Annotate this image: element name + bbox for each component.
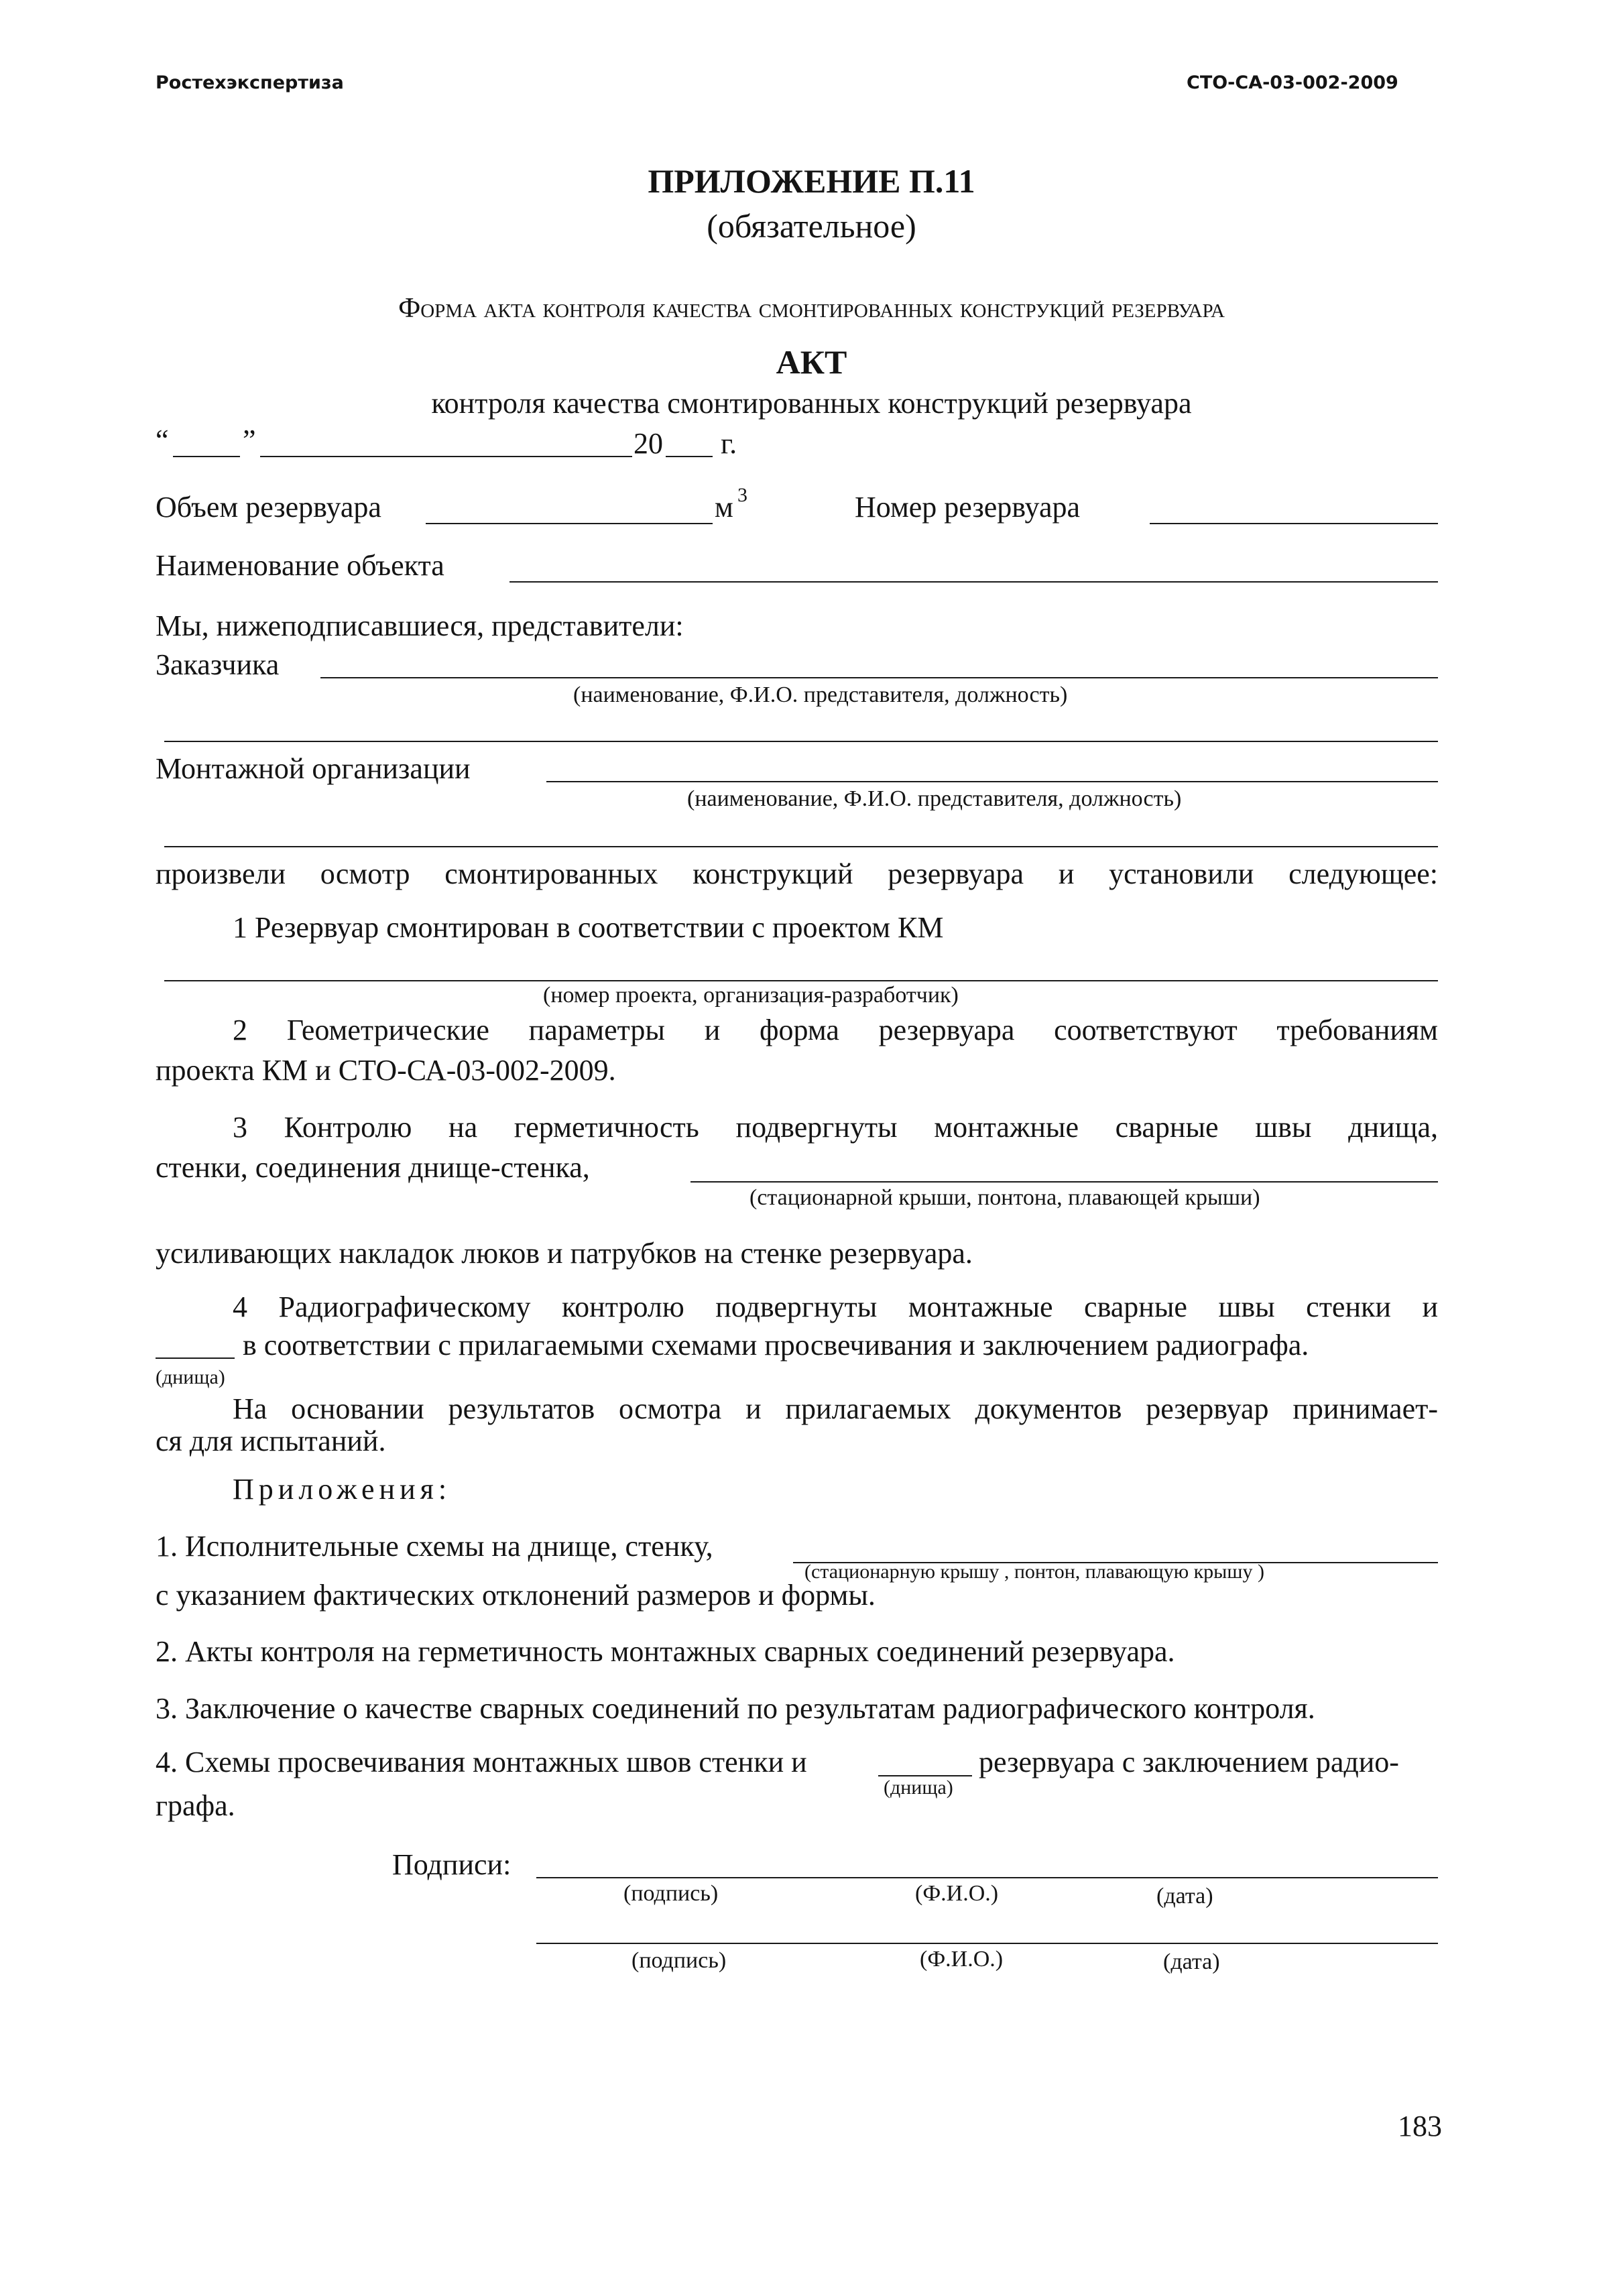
attachment-1-caption: (стационарную крышу , понтон, плавающую крышу ) [804,1561,1264,1583]
name-2-caption: (Ф.И.О.) [920,1947,1004,1972]
attachment-4-part-1: 4. Схемы просвечивания монтажных швов стенки и [156,1746,807,1778]
customer-caption: (наименование, Ф.И.О. представителя, должность) [573,682,1068,707]
volume-unit-superscript: 3 [737,484,747,506]
signatures-label: Подписи: [392,1848,512,1881]
conclusion-line-2: ся для испытаний. [156,1425,386,1457]
installer-label: Монтажной организации [156,752,471,785]
installer-caption: (наименование, Ф.И.О. представителя, должность) [687,786,1182,811]
item-3-blank [690,1181,1438,1183]
signature-row-1-line [536,1877,1438,1878]
item-4-caption: (днища) [156,1366,225,1388]
number-blank [1150,523,1438,524]
date-day-blank [173,456,240,457]
act-subtitle: контроля качества смонтированных конструкций резервуара [431,387,1192,420]
attachment-1-line-2: с указанием фактических отклонений размеров и формы. [156,1579,876,1612]
item-3-line-1: 3 Контролю на герметичность подвергнуты монтажные сварные швы днища, [233,1111,1438,1144]
customer-label: Заказчика [156,648,280,681]
item-4-line-2: в соответствии с прилагаемыми схемами просвечивания и заключением радиографа. [243,1329,1309,1362]
date-quote-open: “ [156,424,169,457]
customer-blank-2 [164,741,1438,742]
date-1-caption: (дата) [1156,1884,1213,1909]
attachment-2: 2. Акты контроля на герметичность монтажных сварных соединений резервуара. [156,1635,1175,1668]
signature-1-caption: (подпись) [623,1881,719,1906]
appendix-status: (обязательное) [707,207,916,245]
volume-label: Объем резервуара [156,491,381,524]
date-quote-close: ” [243,424,256,457]
object-blank [509,581,1438,583]
item-3-line-2: стенки, соединения днище-стенка, [156,1151,590,1184]
installer-blank [546,781,1438,782]
item-1-text: 1 Резервуар смонтирован в соответствии с проектом КМ [233,911,944,944]
date-year-blank [666,456,713,457]
attachments-heading: Приложения: [233,1473,452,1506]
volume-unit: м [715,491,733,524]
item-4-line-1: 4 Радиографическому контролю подвергнуты монтажные сварные швы стенки и [233,1290,1438,1323]
name-1-caption: (Ф.И.О.) [915,1881,999,1906]
item-2-line-2: проекта КМ и СТО-СА-03-002-2009. [156,1054,616,1087]
header-org: Ростехэкспертиза [156,72,344,93]
item-1-caption: (номер проекта, организация-разработчик) [543,983,959,1008]
appendix-title: ПРИЛОЖЕНИЕ П.11 [648,162,975,200]
attachment-1-line-1: 1. Исполнительные схемы на днище, стенку, [156,1530,713,1563]
installer-blank-2 [164,846,1438,847]
date-year-prefix: 20 [634,427,663,460]
date-2-caption: (дата) [1163,1949,1220,1974]
act-title: АКТ [776,343,847,381]
date-month-blank [260,456,632,457]
form-name: Форма акта контроля качества смонтированных конструкций резервуара [398,293,1225,324]
conclusion-line-1: На основании результатов осмотра и прилагаемых документов резервуар принимает- [233,1392,1438,1425]
attachment-4-part-2: резервуара с заключением радио- [979,1746,1399,1778]
volume-blank [426,523,713,524]
item-3-line-3: усиливающих накладок люков и патрубков на стенке резервуара. [156,1237,973,1270]
signature-row-2-line [536,1943,1438,1944]
item-4-blank [156,1357,235,1359]
attachment-4-line-2: графа. [156,1789,235,1822]
signature-2-caption: (подпись) [632,1948,727,1973]
page-number: 183 [1398,2110,1442,2142]
customer-blank [320,677,1438,678]
header-doc-code: СТО-СА-03-002-2009 [1187,72,1398,93]
item-3-caption: (стационарной крыши, понтона, плавающей крыши) [749,1185,1260,1210]
object-label: Наименование объекта [156,549,444,582]
parties-intro: Мы, нижеподписавшиеся, представители: [156,609,684,642]
attachment-3: 3. Заключение о качестве сварных соединений по результатам радиографического контроля. [156,1692,1315,1725]
item-2-line-1: 2 Геометрические параметры и форма резервуара соответствуют требованиям [233,1014,1438,1046]
number-label: Номер резервуара [855,491,1081,524]
date-year-suffix: г. [721,427,737,460]
inspection-text: произвели осмотр смонтированных конструкций резервуара и установили следующее: [156,857,1438,890]
attachment-4-caption: (днища) [884,1776,953,1799]
item-1-blank [164,980,1438,981]
